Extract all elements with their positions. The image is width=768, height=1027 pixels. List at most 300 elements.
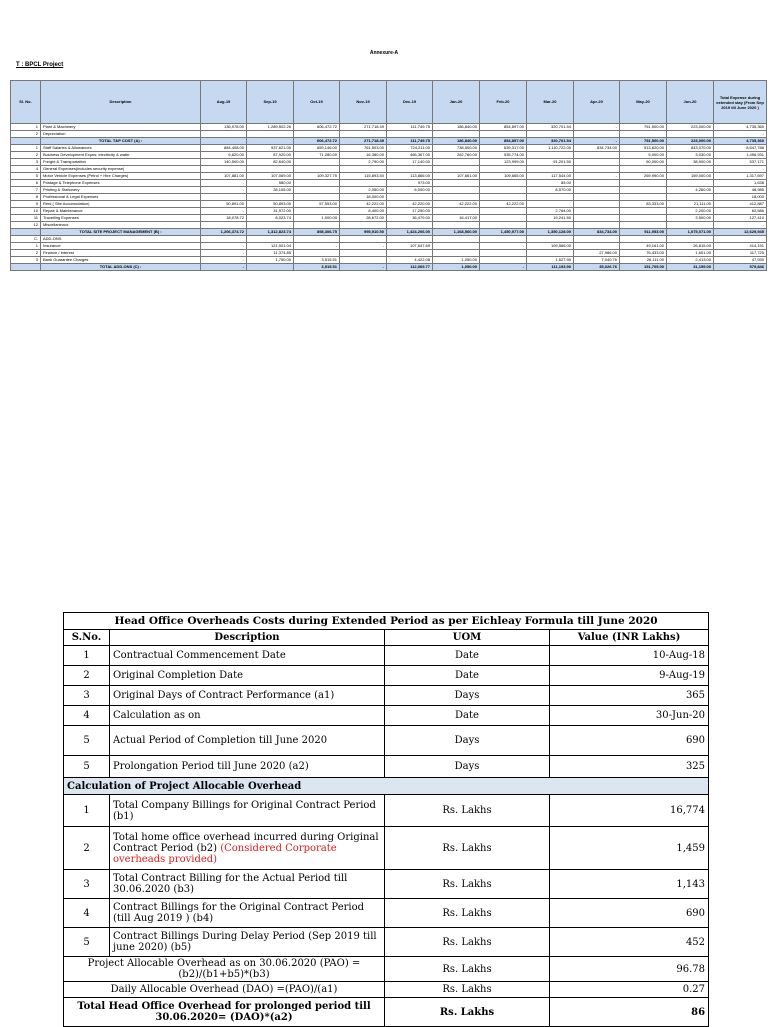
row-number: 8 xyxy=(11,194,41,201)
header-value: Value (INR Lakhs) xyxy=(550,630,709,646)
row-value: 109,327.75 xyxy=(294,173,340,180)
final-uom: Rs. Lakhs xyxy=(385,998,550,1027)
row-value: 16,774 xyxy=(550,795,709,827)
row-value: 111,193.90 xyxy=(527,264,574,271)
row-value xyxy=(527,131,574,138)
table-row xyxy=(11,201,767,208)
table-row xyxy=(11,131,767,138)
row-value: 28,105.00 xyxy=(247,187,294,194)
row-value xyxy=(294,166,340,173)
row-value: 127,410 xyxy=(714,215,767,222)
column-header: Sep-19 xyxy=(247,81,294,124)
row-value xyxy=(527,222,574,229)
row-description: Freight & Transportation xyxy=(41,159,201,166)
row-value: 843,070.00 xyxy=(667,145,714,152)
row-value xyxy=(201,194,247,201)
row-sno: 1 xyxy=(64,795,110,827)
overhead-row xyxy=(64,870,709,899)
table-row xyxy=(11,173,767,180)
row-description: TOTAL SITE PROJECT MANAGEMENT (B) : xyxy=(41,229,201,236)
row-value: 18,078.72 xyxy=(201,215,247,222)
row-description: Printing & Stationery xyxy=(41,187,201,194)
row-description: Bank Guarantee Charges xyxy=(41,257,201,264)
row-value xyxy=(480,166,527,173)
row-value xyxy=(527,166,574,173)
row-value: 1,206,374.72 xyxy=(201,229,247,236)
row-description: Contractual Commencement Date xyxy=(110,646,385,666)
row-value: 12,629,945 xyxy=(714,229,767,236)
row-value: 26,111.00 xyxy=(620,257,667,264)
row-value: 4,735,360 xyxy=(714,138,767,145)
row-value: 27,986.00 xyxy=(574,250,620,257)
row-value: 1,601.00 xyxy=(667,250,714,257)
column-header: Sl. No. xyxy=(11,81,41,124)
row-value: 18,000 xyxy=(714,194,767,201)
row-sno: 4 xyxy=(64,706,110,726)
row-value xyxy=(387,166,433,173)
row-value: 8,023.74 xyxy=(247,215,294,222)
row-value xyxy=(294,159,340,166)
row-description: Rent ( Site Accomodation) xyxy=(41,201,201,208)
row-value: - xyxy=(480,264,527,271)
row-value xyxy=(527,236,574,243)
overhead-row xyxy=(64,827,709,870)
row-value xyxy=(340,166,387,173)
row-value: 1,168,560.00 xyxy=(433,229,480,236)
row-value xyxy=(387,236,433,243)
row-value: 834,734.00 xyxy=(574,229,620,236)
row-value xyxy=(201,131,247,138)
row-value xyxy=(480,187,527,194)
header-uom: UOM xyxy=(385,630,550,646)
row-description: Repair & Maintenance xyxy=(41,208,201,215)
table-row xyxy=(11,194,767,201)
row-value: 28,672.00 xyxy=(340,215,387,222)
row-value: - xyxy=(294,243,340,250)
row-value: 1,110,722.00 xyxy=(527,145,574,152)
row-value: 535,774.00 xyxy=(480,152,527,159)
row-value xyxy=(340,222,387,229)
row-value xyxy=(247,264,294,271)
overhead-header-row xyxy=(64,630,709,646)
row-value: 42,222.00 xyxy=(480,201,527,208)
row-value xyxy=(574,201,620,208)
row-value: 109,566.00 xyxy=(527,243,574,250)
row-value: 1,627.90 xyxy=(527,257,574,264)
row-number: 1 xyxy=(11,124,41,131)
row-value: - xyxy=(201,208,247,215)
overhead-row xyxy=(64,928,709,957)
row-value: 31,159.00 xyxy=(667,264,714,271)
row-number: 3 xyxy=(11,257,41,264)
row-value: 269,990.00 xyxy=(620,173,667,180)
row-value: 11,374.85 xyxy=(247,250,294,257)
row-value: 738,500.00 xyxy=(433,145,480,152)
row-value xyxy=(433,166,480,173)
row-value xyxy=(620,215,667,222)
header-description: Description xyxy=(110,630,385,646)
row-value: 884,408.00 xyxy=(201,145,247,152)
row-number xyxy=(11,229,41,236)
row-value xyxy=(201,138,247,145)
row-description: Insurance xyxy=(41,243,201,250)
overhead-row xyxy=(64,666,709,686)
row-value: 5,000.00 xyxy=(620,152,667,159)
row-uom: Days xyxy=(385,726,550,756)
row-value: 2,790.00 xyxy=(340,159,387,166)
row-value: 123,999.00 xyxy=(480,159,527,166)
row-value: 48,985 xyxy=(714,187,767,194)
row-number: 3 xyxy=(11,159,41,166)
overhead-table xyxy=(63,612,709,1027)
row-description: General Expenses(includes security expense) xyxy=(41,166,201,173)
row-value: 36,479.00 xyxy=(387,215,433,222)
row-value xyxy=(387,222,433,229)
row-value: 8,647,788 xyxy=(714,145,767,152)
row-description: Postage & Telephone Expenses xyxy=(41,180,201,187)
row-value: 4,422.08 xyxy=(387,257,433,264)
row-number: 12 xyxy=(11,222,41,229)
row-description xyxy=(110,827,385,870)
row-value: - xyxy=(574,138,620,145)
row-value xyxy=(667,131,714,138)
row-value xyxy=(294,208,340,215)
row-value xyxy=(480,131,527,138)
table-row xyxy=(11,222,767,229)
row-value xyxy=(433,222,480,229)
row-value: 1,456,931 xyxy=(714,152,767,159)
column-header: Apr-20 xyxy=(574,81,620,124)
row-value: 639,317.00 xyxy=(480,145,527,152)
table-row xyxy=(11,208,767,215)
row-value: 414,191 xyxy=(714,243,767,250)
row-value: 995,910.50 xyxy=(340,229,387,236)
row-value: 47,930 xyxy=(714,257,767,264)
row-value xyxy=(574,236,620,243)
row-value: 30-Jun-20 xyxy=(550,706,709,726)
row-value: 57,553.00 xyxy=(294,201,340,208)
column-header: Jan-20 xyxy=(433,81,480,124)
row-value xyxy=(480,208,527,215)
row-number: C. xyxy=(11,236,41,243)
row-uom: Rs. Lakhs xyxy=(385,899,550,928)
row-value: - xyxy=(201,187,247,194)
row-sno: 3 xyxy=(64,870,110,899)
row-value: 49,161.00 xyxy=(620,243,667,250)
row-value xyxy=(387,194,433,201)
row-value: 71,280.00 xyxy=(294,152,340,159)
row-value: - xyxy=(201,264,247,271)
row-value xyxy=(247,236,294,243)
row-sno: 2 xyxy=(64,666,110,686)
row-value: 3,030.00 xyxy=(667,152,714,159)
row-value: 115,893.50 xyxy=(340,173,387,180)
row-sno: 5 xyxy=(64,726,110,756)
row-value: 107,069.00 xyxy=(247,173,294,180)
row-value: - xyxy=(201,257,247,264)
row-value xyxy=(620,222,667,229)
row-sno: 4 xyxy=(64,899,110,928)
header-sno: S.No. xyxy=(64,630,110,646)
row-value: 854,897.00 xyxy=(480,138,527,145)
row-value: 117,544.00 xyxy=(527,173,574,180)
row-value: 107,661.00 xyxy=(433,173,480,180)
row-value xyxy=(574,215,620,222)
row-value: 751,500.00 xyxy=(620,138,667,145)
overhead-row xyxy=(64,646,709,666)
row-value: 91,201.50 xyxy=(527,159,574,166)
row-description: Contract Billings During Delay Period (Sep 2019 till june 2020) (b5) xyxy=(110,928,385,957)
row-value xyxy=(433,194,480,201)
dao-value: 0.27 xyxy=(550,982,709,998)
row-value: 834,734.00 xyxy=(574,145,620,152)
row-value: 898,306.75 xyxy=(294,229,340,236)
row-value xyxy=(340,180,387,187)
row-value xyxy=(294,131,340,138)
row-value: 159,000.00 xyxy=(667,173,714,180)
row-value: 111,749.75 xyxy=(387,138,433,145)
row-value xyxy=(574,208,620,215)
row-value: 60,000.00 xyxy=(620,159,667,166)
column-header: Mar-20 xyxy=(527,81,574,124)
row-value xyxy=(247,194,294,201)
row-value: 513,620.00 xyxy=(620,145,667,152)
row-value: - xyxy=(201,250,247,257)
row-value: 18,000.00 xyxy=(340,194,387,201)
pao-uom: Rs. Lakhs xyxy=(385,957,550,982)
row-number: 4 xyxy=(11,166,41,173)
row-uom: Date xyxy=(385,646,550,666)
row-description: Business Development Expns; electricity & water xyxy=(41,152,201,159)
row-description: Original Days of Contract Performance (a1) xyxy=(110,686,385,706)
row-value: 580.00 xyxy=(247,180,294,187)
row-value xyxy=(294,194,340,201)
row-value: 606,472.72 xyxy=(294,138,340,145)
row-value xyxy=(620,194,667,201)
row-value: 690 xyxy=(550,726,709,756)
row-number: 10 xyxy=(11,208,41,215)
row-number: 1 xyxy=(11,145,41,152)
row-value: 466,367.00 xyxy=(387,152,433,159)
row-number: 9 xyxy=(11,201,41,208)
row-uom: Rs. Lakhs xyxy=(385,928,550,957)
row-value xyxy=(714,236,767,243)
row-value: 16,380.00 xyxy=(340,152,387,159)
row-description: Depreciation xyxy=(41,131,201,138)
row-number: 11 xyxy=(11,215,41,222)
row-value: 325 xyxy=(550,756,709,778)
row-value xyxy=(340,131,387,138)
table-row xyxy=(11,187,767,194)
row-value xyxy=(480,215,527,222)
row-value xyxy=(620,166,667,173)
row-value: 320,701.54 xyxy=(527,124,574,131)
row-value: 1,143 xyxy=(550,870,709,899)
row-description: Plant & Machinery xyxy=(41,124,201,131)
total-row xyxy=(11,264,767,271)
table-row xyxy=(11,180,767,187)
row-value: 1,350,128.00 xyxy=(527,229,574,236)
row-value xyxy=(574,243,620,250)
overhead-row xyxy=(64,795,709,827)
row-value xyxy=(574,131,620,138)
row-value: 1,050.00 xyxy=(433,264,480,271)
row-value: 87,920.00 xyxy=(247,152,294,159)
row-value: 16,417.00 xyxy=(433,215,480,222)
row-value: - xyxy=(340,243,387,250)
row-value: 21,111.00 xyxy=(667,201,714,208)
row-description: Original Completion Date xyxy=(110,666,385,686)
row-value: 186,840.00 xyxy=(433,124,480,131)
row-value: 151,705.00 xyxy=(620,264,667,271)
row-value: 3,515.51 xyxy=(294,257,340,264)
row-value xyxy=(201,236,247,243)
row-value xyxy=(340,250,387,257)
total-row xyxy=(11,138,767,145)
pao-description: Project Allocable Overhead as on 30.06.2020 (PAO) = (b2)/(b1+b5)*(b3) xyxy=(64,957,385,982)
row-value xyxy=(433,208,480,215)
row-value: 3,515.51 xyxy=(294,264,340,271)
table-row xyxy=(11,215,767,222)
row-value: 223,000.00 xyxy=(667,124,714,131)
expense-table-header xyxy=(11,81,767,124)
table-row xyxy=(11,236,767,243)
row-value xyxy=(480,250,527,257)
row-sno: 3 xyxy=(64,686,110,706)
section-row xyxy=(64,778,709,795)
row-value: 4,260.00 xyxy=(667,187,714,194)
row-value xyxy=(247,138,294,145)
row-description: Finance / Interest xyxy=(41,250,201,257)
row-number: 5 xyxy=(11,173,41,180)
row-value: 854,897.00 xyxy=(480,124,527,131)
total-row xyxy=(11,229,767,236)
row-description: Miscellaneous xyxy=(41,222,201,229)
row-value xyxy=(667,194,714,201)
overhead-row xyxy=(64,686,709,706)
row-uom: Date xyxy=(385,706,550,726)
final-value: 86 xyxy=(550,998,709,1027)
table-row xyxy=(11,145,767,152)
row-value xyxy=(433,159,480,166)
column-header: Dec-19 xyxy=(387,81,433,124)
row-number: 7 xyxy=(11,187,41,194)
row-value: 2,413.00 xyxy=(667,257,714,264)
row-value: 1,289,502.26 xyxy=(247,124,294,131)
overhead-row xyxy=(64,899,709,928)
row-value: 82,640.00 xyxy=(247,159,294,166)
row-value xyxy=(527,250,574,257)
row-value: 35,026.76 xyxy=(574,264,620,271)
row-value: - xyxy=(714,222,767,229)
row-value: 937,621.00 xyxy=(247,145,294,152)
row-description: Total Company Billings for Original Contract Period (b1) xyxy=(110,795,385,827)
row-value: - xyxy=(574,173,620,180)
row-description: Motor Vehicle Expenses (Petrol + Hire Charges) xyxy=(41,173,201,180)
row-value: 2,050.00 xyxy=(340,187,387,194)
row-value: - xyxy=(574,124,620,131)
row-value: 76,433.00 xyxy=(620,250,667,257)
row-description: Travelling Expenses xyxy=(41,215,201,222)
row-value xyxy=(667,166,714,173)
row-value xyxy=(620,236,667,243)
row-description: Total Contract Billing for the Actual Period till 30.06.2020 (b3) xyxy=(110,870,385,899)
row-value xyxy=(294,187,340,194)
row-uom: Rs. Lakhs xyxy=(385,827,550,870)
row-value xyxy=(433,131,480,138)
row-value: 1,638 xyxy=(714,180,767,187)
row-value xyxy=(433,187,480,194)
row-value: 42,222.00 xyxy=(433,201,480,208)
pao-row xyxy=(64,957,709,982)
column-header: Oct-19 xyxy=(294,81,340,124)
row-description: ADD-ONS xyxy=(41,236,201,243)
row-value xyxy=(620,131,667,138)
table-row xyxy=(11,152,767,159)
row-value: 4,735,360 xyxy=(714,124,767,131)
row-value: - xyxy=(714,131,767,138)
row-value xyxy=(574,222,620,229)
row-number xyxy=(11,138,41,145)
row-value: 113,866.00 xyxy=(387,173,433,180)
column-header: May-20 xyxy=(620,81,667,124)
dao-description: Daily Allocable Overhead (DAO) =(PAO)/(a1) xyxy=(64,982,385,998)
row-sno: 5 xyxy=(64,756,110,778)
row-value xyxy=(620,180,667,187)
row-description-note: (Considered Corporate overheads provided) xyxy=(113,842,337,865)
row-value: - xyxy=(340,264,387,271)
row-number: 6 xyxy=(11,180,41,187)
row-value xyxy=(433,250,480,257)
row-value xyxy=(387,131,433,138)
row-value: 26,815.00 xyxy=(667,243,714,250)
row-value xyxy=(387,250,433,257)
row-value: 112,069.77 xyxy=(387,264,433,271)
row-value: - xyxy=(480,243,527,250)
row-value xyxy=(294,180,340,187)
row-value: 911,953.00 xyxy=(620,229,667,236)
column-header: Feb-20 xyxy=(480,81,527,124)
row-value xyxy=(667,180,714,187)
row-value xyxy=(480,257,527,264)
table-row xyxy=(11,250,767,257)
row-uom: Rs. Lakhs xyxy=(385,795,550,827)
overhead-title-row xyxy=(64,613,709,630)
row-value xyxy=(433,243,480,250)
row-value: 365 xyxy=(550,686,709,706)
row-description: Calculation as on xyxy=(110,706,385,726)
row-uom: Date xyxy=(385,666,550,686)
row-uom: Rs. Lakhs xyxy=(385,870,550,899)
table-row xyxy=(11,124,767,131)
row-value: 1,459 xyxy=(550,827,709,870)
row-value xyxy=(247,166,294,173)
table-row xyxy=(11,159,767,166)
row-value: 1,075,071.00 xyxy=(667,229,714,236)
row-value xyxy=(574,187,620,194)
row-value xyxy=(340,236,387,243)
project-title: T : BPCL Project xyxy=(16,62,64,68)
row-value: 109,665.00 xyxy=(480,173,527,180)
table-row xyxy=(11,257,767,264)
dao-row xyxy=(64,982,709,998)
row-value xyxy=(294,250,340,257)
row-value: - xyxy=(201,180,247,187)
row-value: 17,140.00 xyxy=(387,159,433,166)
row-description: Actual Period of Completion till June 2020 xyxy=(110,726,385,756)
final-row xyxy=(64,998,709,1027)
column-header: Jun-20 xyxy=(667,81,714,124)
